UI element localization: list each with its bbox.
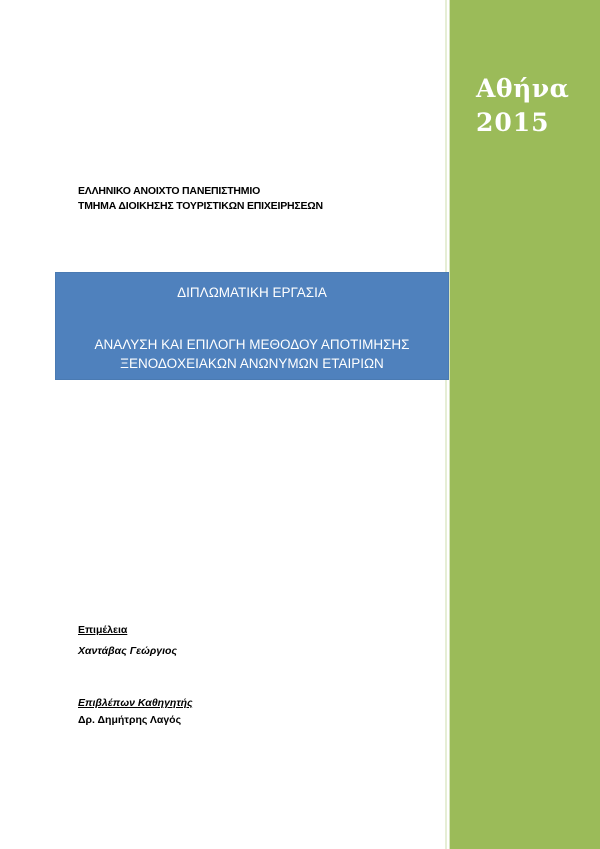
supervisor-name: Δρ. Δημήτρης Λαγός	[78, 714, 182, 726]
document-kind: ΔΙΠΛΩΜΑΤΙΚΗ ΕΡΓΑΣΙΑ	[177, 285, 327, 300]
thesis-title-line-1: ΑΝΑΛΥΣΗ ΚΑΙ ΕΠΙΛΟΓΗ ΜΕΘΟΔΟΥ ΑΠΟΤΙΜΗΣΗΣ	[94, 337, 410, 352]
institution-block	[78, 184, 323, 214]
author-label: Επιμέλεια	[78, 624, 128, 636]
university-name: ΕΛΛΗΝΙΚΟ ΑΝΟΙΧΤΟ ΠΑΝΕΠΙΣΤΗΜΙΟ	[78, 185, 261, 197]
city-label: Αθήνα	[476, 74, 570, 103]
thesis-title-line-2: ΞΕΝΟΔΟΧΕΙΑΚΩΝ ΑΝΩΝΥΜΩΝ ΕΤΑΙΡΙΩΝ	[120, 356, 384, 371]
band-divider	[445, 0, 447, 849]
title-box	[55, 272, 449, 380]
department-name: ΤΜΗΜΑ ΔΙΟΙΚΗΣΗΣ ΤΟΥΡΙΣΤΙΚΩΝ ΕΠΙΧΕΙΡΗΣΕΩΝ	[78, 200, 323, 212]
thesis-title	[56, 335, 448, 373]
author-name: Χαντάβας Γεώργιος	[78, 645, 177, 657]
year-label: 2015	[476, 108, 550, 137]
supervisor-label: Επιβλέπων Καθηγητής	[78, 697, 193, 709]
